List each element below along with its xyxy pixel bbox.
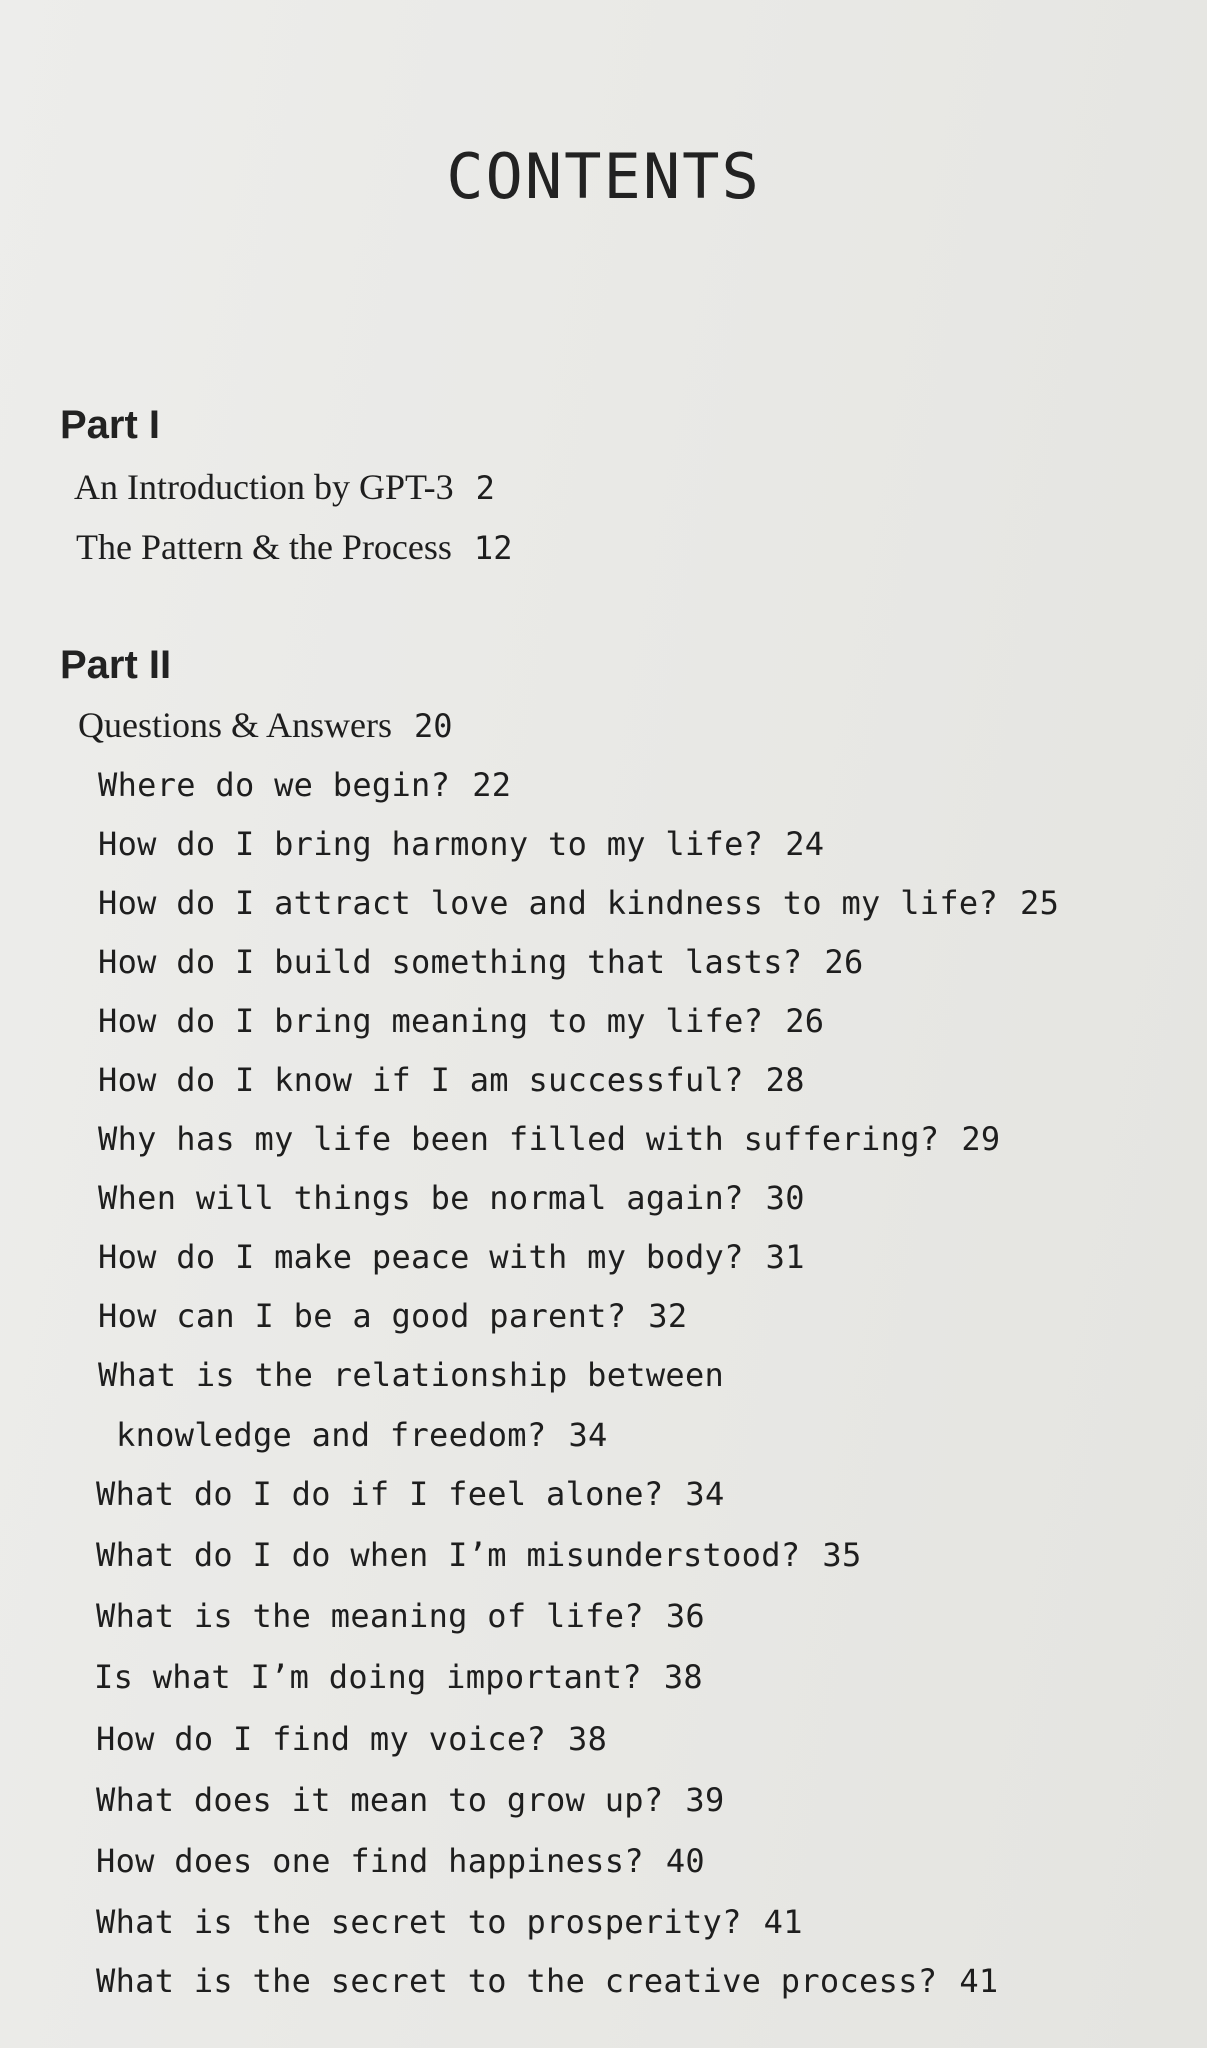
toc-question [98, 1297, 687, 1335]
toc-question-page: 26 [785, 1002, 825, 1040]
toc-question-page: 40 [665, 1842, 705, 1880]
toc-question-page: 41 [959, 1962, 999, 2000]
toc-question-page: 30 [765, 1179, 805, 1217]
toc-question-text: How does one find happiness? [96, 1842, 644, 1880]
toc-question-text: What does it mean to grow up? [96, 1781, 664, 1819]
toc-question-text: What is the meaning of life? [96, 1597, 644, 1635]
toc-question [98, 1120, 1000, 1158]
toc-question-text: Where do we begin? [98, 766, 451, 804]
toc-question-text: When will things be normal again? [98, 1179, 744, 1217]
toc-question [96, 1536, 862, 1574]
toc-question-text: Why has my life been filled with suffering? [98, 1120, 940, 1158]
toc-question-page: 28 [765, 1061, 805, 1099]
toc-question-continued [116, 1416, 608, 1454]
part-2-heading: Part II [60, 643, 172, 687]
toc-question-text: How can I be a good parent? [98, 1297, 627, 1335]
toc-question [96, 1475, 725, 1513]
toc-question [96, 1720, 607, 1758]
toc-question [98, 766, 511, 804]
toc-question-page: 26 [824, 943, 864, 981]
toc-question-text: What is the relationship between [98, 1356, 725, 1394]
toc-question [98, 1002, 824, 1040]
toc-question-page: 34 [568, 1416, 608, 1454]
toc-question-page: 34 [685, 1475, 725, 1513]
toc-question-page: 38 [663, 1658, 703, 1696]
toc-entry-pattern-process [76, 526, 512, 568]
toc-question [98, 1061, 805, 1099]
toc-question [94, 1658, 703, 1696]
toc-question-page: 25 [1020, 884, 1060, 922]
toc-question-text: How do I bring meaning to my life? [98, 1002, 764, 1040]
toc-question [98, 825, 824, 863]
toc-question-page: 22 [472, 766, 512, 804]
toc-entry-title: An Introduction by GPT-3 [74, 467, 454, 507]
toc-question [98, 1356, 724, 1394]
toc-question [98, 884, 1059, 922]
toc-question-page: 35 [822, 1536, 862, 1574]
toc-question-text: What do I do if I feel alone? [96, 1475, 664, 1513]
toc-question-page: 39 [685, 1781, 725, 1819]
toc-question [96, 1781, 725, 1819]
toc-question-page: 29 [961, 1120, 1001, 1158]
toc-entry-page: 12 [473, 529, 513, 567]
toc-question-text: How do I find my voice? [96, 1720, 547, 1758]
toc-question [98, 1179, 805, 1217]
toc-entry-page: 20 [414, 707, 453, 745]
toc-question [96, 1597, 705, 1635]
toc-question-page: 38 [568, 1720, 608, 1758]
toc-question-page: 41 [763, 1903, 803, 1941]
toc-entry-questions-answers [78, 704, 453, 746]
toc-question-text: What is the secret to the creative process? [96, 1962, 938, 2000]
toc-question-text: What do I do when I’m misunderstood? [96, 1536, 801, 1574]
toc-question-page: 31 [765, 1238, 805, 1276]
toc-entry-title: Questions & Answers [78, 705, 392, 745]
toc-entry-introduction [74, 466, 495, 508]
toc-question [98, 1238, 805, 1276]
toc-question [96, 1962, 998, 2000]
toc-question-text: How do I make peace with my body? [98, 1238, 744, 1276]
toc-entry-title: The Pattern & the Process [76, 527, 452, 567]
toc-entry-page: 2 [475, 469, 495, 507]
toc-question [96, 1903, 803, 1941]
toc-question-page: 36 [665, 1597, 705, 1635]
toc-question-page: 24 [785, 825, 825, 863]
toc-question-text: How do I bring harmony to my life? [98, 825, 764, 863]
toc-question [96, 1842, 705, 1880]
toc-question-text: How do I attract love and kindness to my life? [98, 884, 999, 922]
toc-question [98, 943, 864, 981]
toc-question-text: knowledge and freedom? [116, 1416, 547, 1454]
part-1-heading: Part I [60, 403, 161, 447]
toc-question-text: Is what I’m doing important? [94, 1658, 642, 1696]
toc-question-page: 32 [648, 1297, 688, 1335]
toc-question-text: How do I build something that lasts? [98, 943, 803, 981]
page-title: CONTENTS [446, 140, 761, 213]
toc-question-text: What is the secret to prosperity? [96, 1903, 742, 1941]
toc-question-text: How do I know if I am successful? [98, 1061, 744, 1099]
